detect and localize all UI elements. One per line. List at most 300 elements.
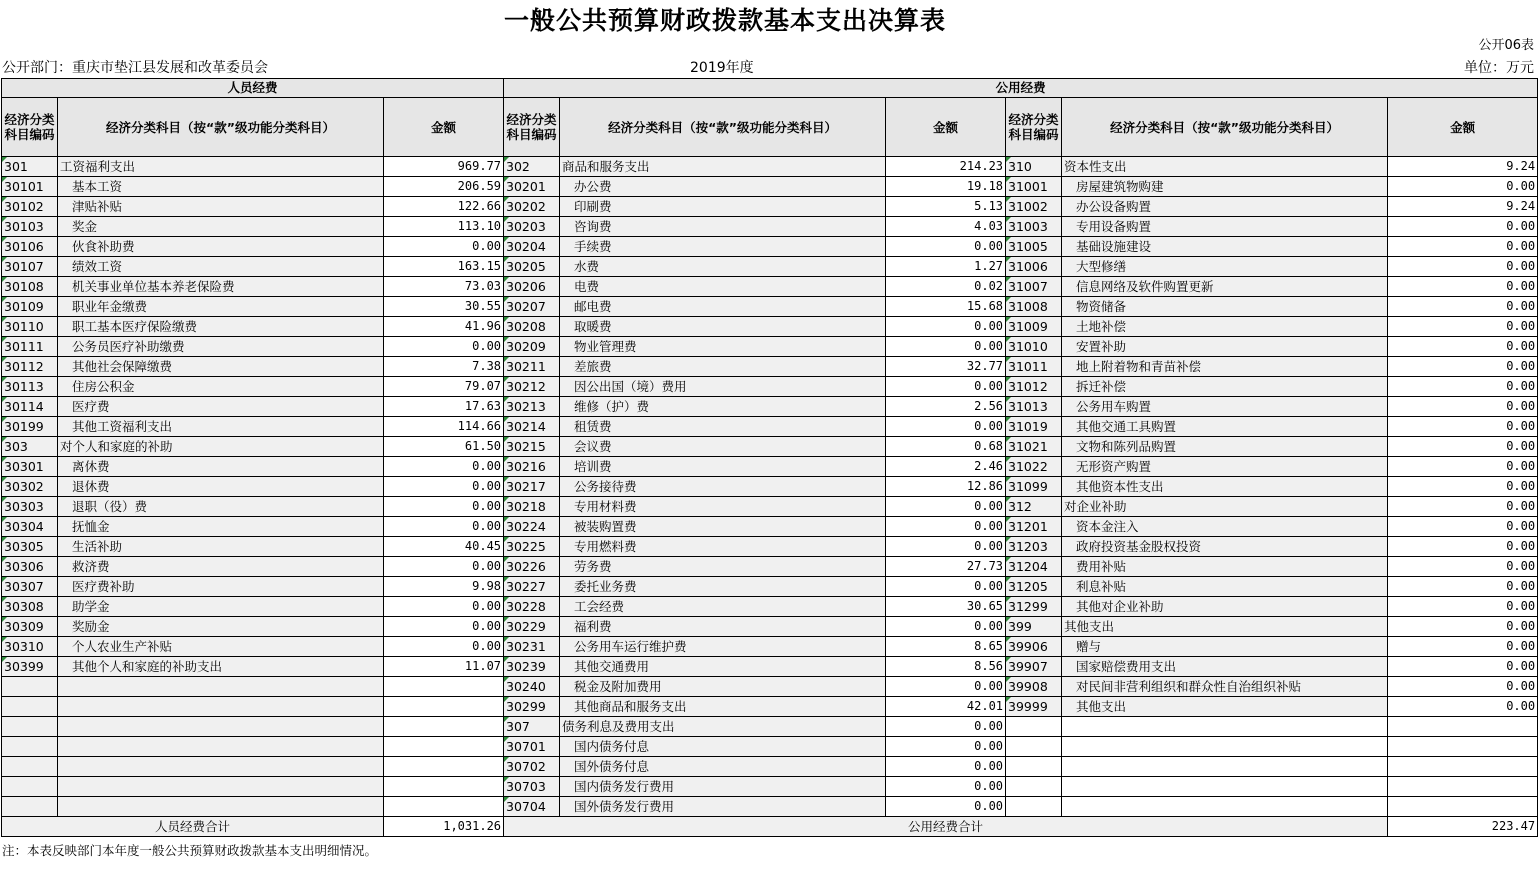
public-a-amount-cell[interactable]: 0.00 [886,577,1006,597]
public-a-code-cell[interactable]: 30229 [504,617,560,637]
public-a-code-cell[interactable]: 30239 [504,657,560,677]
personnel-code-cell[interactable]: 30113 [2,377,58,397]
personnel-name-cell[interactable] [58,777,384,797]
personnel-amount-cell[interactable]: 41.96 [384,317,504,337]
public-a-name-cell[interactable]: 会议费 [560,437,886,457]
public-a-amount-cell[interactable]: 0.00 [886,417,1006,437]
public-b-name-cell[interactable]: 基础设施建设 [1062,237,1388,257]
public-b-name-cell[interactable]: 文物和陈列品购置 [1062,437,1388,457]
public-b-code-cell[interactable]: 39907 [1006,657,1062,677]
personnel-name-cell[interactable]: 救济费 [58,557,384,577]
public-b-name-cell[interactable]: 其他对企业补助 [1062,597,1388,617]
public-b-amount-cell[interactable]: 0.00 [1388,277,1538,297]
personnel-name-cell[interactable]: 津贴补贴 [58,197,384,217]
public-b-amount-cell[interactable]: 0.00 [1388,677,1538,697]
personnel-code-cell[interactable] [2,717,58,737]
public-b-name-cell[interactable]: 国家赔偿费用支出 [1062,657,1388,677]
public-b-code-cell[interactable]: 31022 [1006,457,1062,477]
public-a-name-cell[interactable]: 水费 [560,257,886,277]
public-b-code-cell[interactable] [1006,737,1062,757]
public-b-name-cell[interactable]: 对民间非营利组织和群众性自治组织补贴 [1062,677,1388,697]
public-b-name-cell[interactable]: 大型修缮 [1062,257,1388,277]
personnel-total-label[interactable]: 人员经费合计 [2,817,384,837]
public-b-code-cell[interactable]: 310 [1006,157,1062,177]
public-a-code-cell[interactable]: 30207 [504,297,560,317]
personnel-code-cell[interactable]: 30109 [2,297,58,317]
public-a-code-cell[interactable]: 307 [504,717,560,737]
public-a-amount-cell[interactable]: 0.00 [886,737,1006,757]
public-a-amount-cell[interactable]: 0.00 [886,237,1006,257]
public-a-amount-cell[interactable]: 19.18 [886,177,1006,197]
public-b-amount-cell[interactable]: 9.24 [1388,197,1538,217]
public-b-amount-cell[interactable]: 0.00 [1388,557,1538,577]
public-b-name-cell[interactable]: 安置补助 [1062,337,1388,357]
public-b-amount-cell[interactable]: 0.00 [1388,497,1538,517]
personnel-amount-cell[interactable]: 122.66 [384,197,504,217]
public-a-code-cell[interactable]: 30702 [504,757,560,777]
public-b-code-cell[interactable]: 31006 [1006,257,1062,277]
personnel-amount-cell[interactable]: 206.59 [384,177,504,197]
public-b-name-cell[interactable] [1062,717,1388,737]
public-b-amount-cell[interactable]: 0.00 [1388,697,1538,717]
personnel-name-cell[interactable]: 奖金 [58,217,384,237]
personnel-amount-cell[interactable] [384,677,504,697]
personnel-name-cell[interactable]: 奖励金 [58,617,384,637]
personnel-name-cell[interactable]: 公务员医疗补助缴费 [58,337,384,357]
personnel-amount-cell[interactable] [384,697,504,717]
public-a-code-cell[interactable]: 30213 [504,397,560,417]
personnel-code-cell[interactable]: 30301 [2,457,58,477]
public-a-amount-cell[interactable]: 0.00 [886,677,1006,697]
personnel-code-cell[interactable]: 30199 [2,417,58,437]
public-b-name-cell[interactable]: 资本金注入 [1062,517,1388,537]
public-b-amount-cell[interactable]: 0.00 [1388,297,1538,317]
personnel-amount-cell[interactable]: 0.00 [384,637,504,657]
public-b-code-cell[interactable] [1006,717,1062,737]
public-b-code-cell[interactable]: 31019 [1006,417,1062,437]
public-b-code-cell[interactable]: 31007 [1006,277,1062,297]
public-a-amount-cell[interactable]: 0.00 [886,717,1006,737]
public-a-code-cell[interactable]: 30209 [504,337,560,357]
public-a-code-cell[interactable]: 30201 [504,177,560,197]
public-b-name-cell[interactable]: 办公设备购置 [1062,197,1388,217]
public-b-name-cell[interactable]: 专用设备购置 [1062,217,1388,237]
public-b-name-cell[interactable]: 物资储备 [1062,297,1388,317]
personnel-name-cell[interactable] [58,677,384,697]
public-b-name-cell[interactable]: 公务用车购置 [1062,397,1388,417]
public-b-code-cell[interactable]: 31299 [1006,597,1062,617]
public-a-amount-cell[interactable]: 27.73 [886,557,1006,577]
public-a-amount-cell[interactable]: 0.00 [886,377,1006,397]
personnel-total-value[interactable]: 1,031.26 [384,817,504,837]
personnel-code-cell[interactable]: 30107 [2,257,58,277]
public-b-name-cell[interactable]: 赠与 [1062,637,1388,657]
personnel-code-cell[interactable] [2,797,58,817]
personnel-amount-cell[interactable]: 0.00 [384,617,504,637]
personnel-code-cell[interactable]: 30106 [2,237,58,257]
public-a-code-cell[interactable]: 30215 [504,437,560,457]
personnel-name-cell[interactable] [58,717,384,737]
public-b-amount-cell[interactable] [1388,777,1538,797]
public-a-amount-cell[interactable]: 0.00 [886,517,1006,537]
personnel-name-cell[interactable]: 其他社会保障缴费 [58,357,384,377]
public-a-code-cell[interactable]: 30214 [504,417,560,437]
public-a-code-cell[interactable]: 30204 [504,237,560,257]
public-a-name-cell[interactable]: 福利费 [560,617,886,637]
public-b-name-cell[interactable]: 费用补贴 [1062,557,1388,577]
personnel-amount-cell[interactable]: 0.00 [384,497,504,517]
public-a-name-cell[interactable]: 差旅费 [560,357,886,377]
public-a-amount-cell[interactable]: 0.00 [886,537,1006,557]
personnel-code-cell[interactable]: 30302 [2,477,58,497]
public-a-code-cell[interactable]: 30701 [504,737,560,757]
public-a-name-cell[interactable]: 电费 [560,277,886,297]
personnel-amount-cell[interactable] [384,757,504,777]
public-b-amount-cell[interactable]: 0.00 [1388,317,1538,337]
public-b-amount-cell[interactable]: 0.00 [1388,457,1538,477]
public-b-code-cell[interactable] [1006,797,1062,817]
public-a-code-cell[interactable]: 30202 [504,197,560,217]
public-b-code-cell[interactable]: 31021 [1006,437,1062,457]
personnel-code-cell[interactable]: 30310 [2,637,58,657]
personnel-name-cell[interactable]: 离休费 [58,457,384,477]
personnel-amount-cell[interactable]: 11.07 [384,657,504,677]
public-a-code-cell[interactable]: 30211 [504,357,560,377]
public-b-name-cell[interactable]: 政府投资基金股权投资 [1062,537,1388,557]
public-a-amount-cell[interactable]: 0.00 [886,317,1006,337]
public-a-code-cell[interactable]: 30206 [504,277,560,297]
personnel-name-cell[interactable]: 医疗费 [58,397,384,417]
personnel-code-cell[interactable] [2,757,58,777]
personnel-name-cell[interactable]: 基本工资 [58,177,384,197]
public-b-code-cell[interactable]: 312 [1006,497,1062,517]
personnel-name-cell[interactable]: 其他个人和家庭的补助支出 [58,657,384,677]
public-a-amount-cell[interactable]: 32.77 [886,357,1006,377]
personnel-name-cell[interactable]: 伙食补助费 [58,237,384,257]
public-a-name-cell[interactable]: 被装购置费 [560,517,886,537]
public-b-amount-cell[interactable]: 0.00 [1388,657,1538,677]
public-total-value[interactable]: 223.47 [1388,817,1538,837]
public-b-amount-cell[interactable]: 0.00 [1388,377,1538,397]
public-b-amount-cell[interactable]: 0.00 [1388,537,1538,557]
personnel-code-cell[interactable]: 30309 [2,617,58,637]
public-b-name-cell[interactable] [1062,757,1388,777]
personnel-amount-cell[interactable]: 163.15 [384,257,504,277]
public-b-amount-cell[interactable]: 0.00 [1388,617,1538,637]
public-a-code-cell[interactable]: 30217 [504,477,560,497]
public-a-name-cell[interactable]: 公务接待费 [560,477,886,497]
personnel-name-cell[interactable]: 工资福利支出 [58,157,384,177]
personnel-name-cell[interactable]: 医疗费补助 [58,577,384,597]
public-b-code-cell[interactable]: 31002 [1006,197,1062,217]
personnel-amount-cell[interactable]: 113.10 [384,217,504,237]
personnel-code-cell[interactable]: 30303 [2,497,58,517]
personnel-code-cell[interactable]: 30101 [2,177,58,197]
public-a-name-cell[interactable]: 维修（护）费 [560,397,886,417]
public-b-code-cell[interactable]: 31203 [1006,537,1062,557]
public-b-amount-cell[interactable]: 0.00 [1388,257,1538,277]
personnel-code-cell[interactable]: 30114 [2,397,58,417]
public-b-code-cell[interactable]: 31010 [1006,337,1062,357]
public-b-amount-cell[interactable]: 0.00 [1388,417,1538,437]
personnel-amount-cell[interactable]: 0.00 [384,597,504,617]
personnel-code-cell[interactable]: 30108 [2,277,58,297]
public-a-code-cell[interactable]: 30224 [504,517,560,537]
public-a-code-cell[interactable]: 30226 [504,557,560,577]
personnel-code-cell[interactable]: 301 [2,157,58,177]
public-b-code-cell[interactable]: 39908 [1006,677,1062,697]
public-b-amount-cell[interactable]: 0.00 [1388,357,1538,377]
public-b-name-cell[interactable]: 其他支出 [1062,697,1388,717]
public-b-code-cell[interactable]: 399 [1006,617,1062,637]
public-a-name-cell[interactable]: 商品和服务支出 [560,157,886,177]
public-b-amount-cell[interactable]: 0.00 [1388,397,1538,417]
personnel-name-cell[interactable]: 其他工资福利支出 [58,417,384,437]
public-a-name-cell[interactable]: 国外债务付息 [560,757,886,777]
public-a-code-cell[interactable]: 30212 [504,377,560,397]
public-b-code-cell[interactable]: 31001 [1006,177,1062,197]
personnel-code-cell[interactable] [2,737,58,757]
public-a-code-cell[interactable]: 30703 [504,777,560,797]
public-a-amount-cell[interactable]: 0.00 [886,337,1006,357]
personnel-code-cell[interactable] [2,777,58,797]
public-b-name-cell[interactable]: 房屋建筑物购建 [1062,177,1388,197]
public-b-code-cell[interactable]: 31003 [1006,217,1062,237]
public-total-label[interactable]: 公用经费合计 [504,817,1388,837]
personnel-amount-cell[interactable]: 9.98 [384,577,504,597]
public-a-amount-cell[interactable]: 5.13 [886,197,1006,217]
public-b-name-cell[interactable]: 信息网络及软件购置更新 [1062,277,1388,297]
public-b-amount-cell[interactable]: 0.00 [1388,477,1538,497]
public-b-name-cell[interactable] [1062,777,1388,797]
public-a-name-cell[interactable]: 印刷费 [560,197,886,217]
personnel-name-cell[interactable]: 绩效工资 [58,257,384,277]
personnel-name-cell[interactable]: 退休费 [58,477,384,497]
public-b-amount-cell[interactable]: 0.00 [1388,337,1538,357]
public-b-name-cell[interactable] [1062,797,1388,817]
public-b-amount-cell[interactable]: 0.00 [1388,517,1538,537]
public-a-name-cell[interactable]: 手续费 [560,237,886,257]
public-a-amount-cell[interactable]: 0.00 [886,497,1006,517]
personnel-code-cell[interactable]: 30110 [2,317,58,337]
public-a-amount-cell[interactable]: 12.86 [886,477,1006,497]
public-b-code-cell[interactable]: 39999 [1006,697,1062,717]
personnel-code-cell[interactable]: 303 [2,437,58,457]
personnel-amount-cell[interactable]: 30.55 [384,297,504,317]
public-b-amount-cell[interactable]: 0.00 [1388,437,1538,457]
public-a-name-cell[interactable]: 国外债务发行费用 [560,797,886,817]
public-a-amount-cell[interactable]: 0.00 [886,617,1006,637]
public-b-code-cell[interactable]: 31205 [1006,577,1062,597]
public-a-amount-cell[interactable]: 2.46 [886,457,1006,477]
public-a-name-cell[interactable]: 劳务费 [560,557,886,577]
public-a-amount-cell[interactable]: 214.23 [886,157,1006,177]
personnel-amount-cell[interactable]: 61.50 [384,437,504,457]
public-b-code-cell[interactable]: 31201 [1006,517,1062,537]
personnel-code-cell[interactable]: 30102 [2,197,58,217]
public-b-code-cell[interactable]: 31011 [1006,357,1062,377]
personnel-code-cell[interactable]: 30304 [2,517,58,537]
public-b-amount-cell[interactable]: 9.24 [1388,157,1538,177]
public-b-code-cell[interactable]: 39906 [1006,637,1062,657]
personnel-amount-cell[interactable]: 40.45 [384,537,504,557]
public-b-amount-cell[interactable]: 0.00 [1388,637,1538,657]
public-a-name-cell[interactable]: 取暖费 [560,317,886,337]
personnel-code-cell[interactable]: 30112 [2,357,58,377]
personnel-code-cell[interactable]: 30306 [2,557,58,577]
public-a-name-cell[interactable]: 债务利息及费用支出 [560,717,886,737]
public-b-amount-cell[interactable]: 0.00 [1388,577,1538,597]
personnel-code-cell[interactable]: 30399 [2,657,58,677]
personnel-amount-cell[interactable]: 0.00 [384,337,504,357]
public-b-code-cell[interactable]: 31099 [1006,477,1062,497]
personnel-code-cell[interactable]: 30103 [2,217,58,237]
public-a-amount-cell[interactable]: 30.65 [886,597,1006,617]
personnel-name-cell[interactable] [58,757,384,777]
public-a-amount-cell[interactable]: 0.00 [886,777,1006,797]
public-b-name-cell[interactable]: 土地补偿 [1062,317,1388,337]
public-a-name-cell[interactable]: 工会经费 [560,597,886,617]
personnel-amount-cell[interactable] [384,797,504,817]
public-a-code-cell[interactable]: 30205 [504,257,560,277]
personnel-amount-cell[interactable] [384,777,504,797]
public-a-amount-cell[interactable]: 0.00 [886,757,1006,777]
public-a-name-cell[interactable]: 公务用车运行维护费 [560,637,886,657]
personnel-code-cell[interactable] [2,697,58,717]
public-a-amount-cell[interactable]: 1.27 [886,257,1006,277]
public-a-amount-cell[interactable]: 8.56 [886,657,1006,677]
public-a-amount-cell[interactable]: 15.68 [886,297,1006,317]
public-b-name-cell[interactable]: 其他交通工具购置 [1062,417,1388,437]
public-a-name-cell[interactable]: 专用材料费 [560,497,886,517]
public-a-name-cell[interactable]: 委托业务费 [560,577,886,597]
personnel-name-cell[interactable]: 个人农业生产补贴 [58,637,384,657]
personnel-amount-cell[interactable]: 969.77 [384,157,504,177]
public-b-amount-cell[interactable] [1388,797,1538,817]
personnel-amount-cell[interactable]: 0.00 [384,557,504,577]
public-a-code-cell[interactable]: 302 [504,157,560,177]
personnel-amount-cell[interactable]: 79.07 [384,377,504,397]
public-b-name-cell[interactable]: 对企业补助 [1062,497,1388,517]
personnel-name-cell[interactable]: 退职（役）费 [58,497,384,517]
personnel-code-cell[interactable] [2,677,58,697]
public-b-code-cell[interactable]: 31008 [1006,297,1062,317]
public-b-code-cell[interactable]: 31204 [1006,557,1062,577]
public-a-name-cell[interactable]: 国内债务发行费用 [560,777,886,797]
public-b-amount-cell[interactable]: 0.00 [1388,217,1538,237]
public-b-name-cell[interactable]: 资本性支出 [1062,157,1388,177]
public-a-name-cell[interactable]: 邮电费 [560,297,886,317]
personnel-amount-cell[interactable] [384,737,504,757]
personnel-name-cell[interactable]: 住房公积金 [58,377,384,397]
public-b-code-cell[interactable]: 31012 [1006,377,1062,397]
public-a-code-cell[interactable]: 30225 [504,537,560,557]
public-a-code-cell[interactable]: 30216 [504,457,560,477]
public-a-code-cell[interactable]: 30203 [504,217,560,237]
personnel-name-cell[interactable]: 对个人和家庭的补助 [58,437,384,457]
personnel-amount-cell[interactable]: 114.66 [384,417,504,437]
personnel-name-cell[interactable]: 机关事业单位基本养老保险费 [58,277,384,297]
personnel-amount-cell[interactable]: 0.00 [384,457,504,477]
personnel-code-cell[interactable]: 30305 [2,537,58,557]
personnel-amount-cell[interactable]: 0.00 [384,237,504,257]
public-b-name-cell[interactable] [1062,737,1388,757]
public-a-name-cell[interactable]: 因公出国（境）费用 [560,377,886,397]
public-a-name-cell[interactable]: 办公费 [560,177,886,197]
public-a-amount-cell[interactable]: 0.68 [886,437,1006,457]
public-a-code-cell[interactable]: 30299 [504,697,560,717]
public-a-code-cell[interactable]: 30218 [504,497,560,517]
personnel-code-cell[interactable]: 30308 [2,597,58,617]
public-b-name-cell[interactable]: 无形资产购置 [1062,457,1388,477]
public-a-name-cell[interactable]: 咨询费 [560,217,886,237]
public-a-amount-cell[interactable]: 8.65 [886,637,1006,657]
public-b-amount-cell[interactable]: 0.00 [1388,177,1538,197]
personnel-amount-cell[interactable]: 0.00 [384,477,504,497]
personnel-amount-cell[interactable]: 73.03 [384,277,504,297]
public-b-name-cell[interactable]: 利息补贴 [1062,577,1388,597]
public-b-name-cell[interactable]: 拆迁补偿 [1062,377,1388,397]
public-a-code-cell[interactable]: 30208 [504,317,560,337]
public-b-amount-cell[interactable]: 0.00 [1388,597,1538,617]
public-a-name-cell[interactable]: 专用燃料费 [560,537,886,557]
public-b-amount-cell[interactable] [1388,717,1538,737]
public-a-code-cell[interactable]: 30228 [504,597,560,617]
public-b-code-cell[interactable]: 31013 [1006,397,1062,417]
public-a-amount-cell[interactable]: 0.02 [886,277,1006,297]
public-a-name-cell[interactable]: 其他交通费用 [560,657,886,677]
public-a-name-cell[interactable]: 国内债务付息 [560,737,886,757]
public-a-code-cell[interactable]: 30231 [504,637,560,657]
personnel-amount-cell[interactable] [384,717,504,737]
personnel-name-cell[interactable] [58,737,384,757]
personnel-amount-cell[interactable]: 17.63 [384,397,504,417]
public-a-name-cell[interactable]: 物业管理费 [560,337,886,357]
personnel-name-cell[interactable]: 职工基本医疗保险缴费 [58,317,384,337]
public-b-name-cell[interactable]: 其他资本性支出 [1062,477,1388,497]
public-a-code-cell[interactable]: 30227 [504,577,560,597]
public-a-amount-cell[interactable]: 0.00 [886,797,1006,817]
public-a-code-cell[interactable]: 30704 [504,797,560,817]
personnel-name-cell[interactable] [58,697,384,717]
personnel-amount-cell[interactable]: 7.38 [384,357,504,377]
public-b-code-cell[interactable]: 31005 [1006,237,1062,257]
public-b-amount-cell[interactable]: 0.00 [1388,237,1538,257]
public-b-amount-cell[interactable] [1388,757,1538,777]
public-b-name-cell[interactable]: 其他支出 [1062,617,1388,637]
personnel-name-cell[interactable]: 职业年金缴费 [58,297,384,317]
public-a-name-cell[interactable]: 培训费 [560,457,886,477]
personnel-name-cell[interactable]: 抚恤金 [58,517,384,537]
public-a-code-cell[interactable]: 30240 [504,677,560,697]
public-b-code-cell[interactable]: 31009 [1006,317,1062,337]
personnel-name-cell[interactable]: 助学金 [58,597,384,617]
public-b-code-cell[interactable] [1006,777,1062,797]
personnel-name-cell[interactable] [58,797,384,817]
public-a-amount-cell[interactable]: 2.56 [886,397,1006,417]
personnel-name-cell[interactable]: 生活补助 [58,537,384,557]
public-b-code-cell[interactable] [1006,757,1062,777]
public-a-amount-cell[interactable]: 42.01 [886,697,1006,717]
public-a-amount-cell[interactable]: 4.03 [886,217,1006,237]
public-a-name-cell[interactable]: 税金及附加费用 [560,677,886,697]
public-b-name-cell[interactable]: 地上附着物和青苗补偿 [1062,357,1388,377]
public-a-name-cell[interactable]: 其他商品和服务支出 [560,697,886,717]
personnel-code-cell[interactable]: 30111 [2,337,58,357]
public-a-name-cell[interactable]: 租赁费 [560,417,886,437]
personnel-amount-cell[interactable]: 0.00 [384,517,504,537]
public-b-amount-cell[interactable] [1388,737,1538,757]
